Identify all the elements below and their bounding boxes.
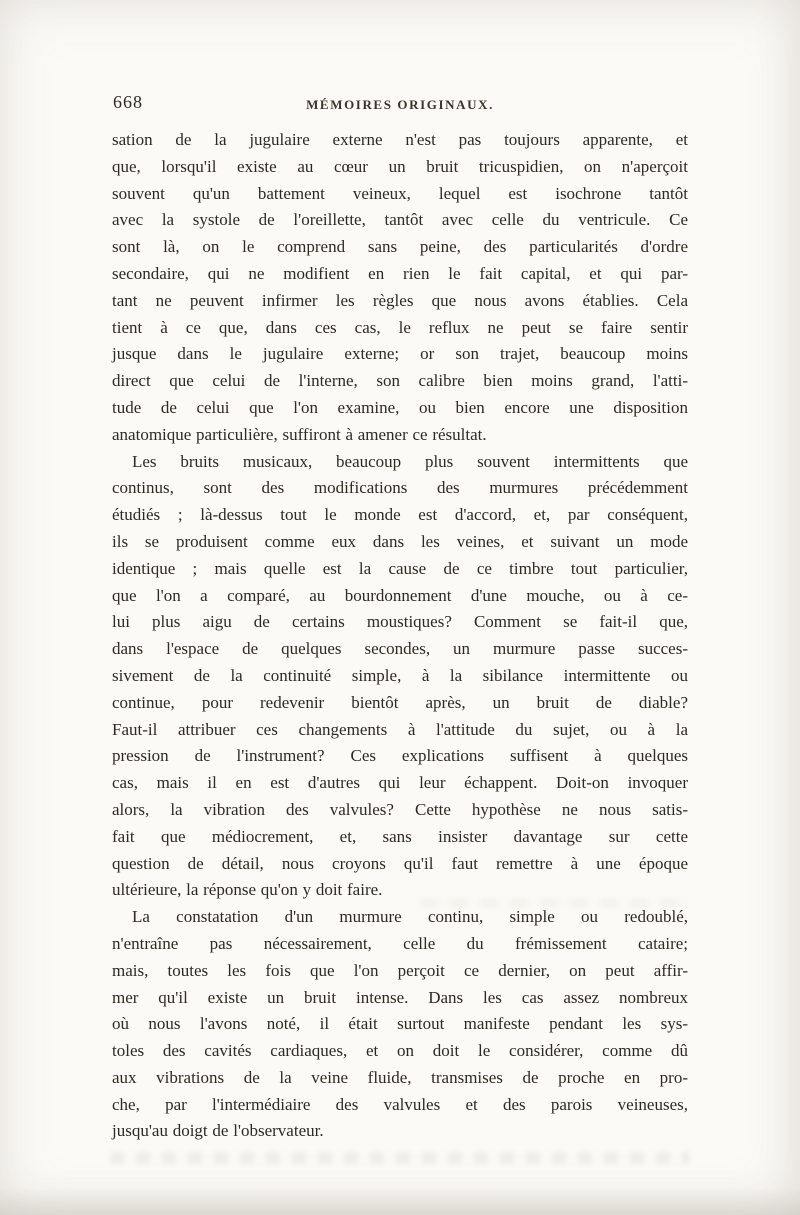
- text-line: ultérieure, la réponse qu'on y doit faire.: [112, 880, 383, 900]
- text-line: où nous l'avons noté, il était surtout manifeste pendant les sys-: [112, 1014, 688, 1034]
- text-line: sation de la jugulaire externe n'est pas toujours apparente, et: [112, 130, 688, 149]
- text-line: direct que celui de l'interne, son calibre bien moins grand, l'atti-: [112, 371, 688, 391]
- text-line: sivement de la continuité simple, à la sibilance intermittente ou: [112, 665, 688, 685]
- text-line: ils se produisent comme eux dans les veines, et suivant un mode: [112, 531, 688, 551]
- scan-bleedthrough-artifact: [110, 1152, 690, 1164]
- text-line: que, lorsqu'il existe au cœur un bruit tricuspidien, on n'aperçoit: [112, 156, 688, 176]
- text-line: étudiés ; là-dessus tout le monde est d'accord, et, par conséquent,: [112, 505, 688, 525]
- text-line: que l'on a comparé, au bourdonnement d'une mouche, ou à ce-: [112, 585, 688, 605]
- paragraph: [112, 904, 688, 1145]
- paragraph: [112, 449, 688, 905]
- text-line: aux vibrations de la veine fluide, transmises de proche en pro-: [112, 1067, 688, 1087]
- text-block: [112, 127, 688, 1145]
- text-line: mer qu'il existe un bruit intense. Dans les cas assez nombreux: [112, 987, 688, 1007]
- text-line: jusqu'au doigt de l'observateur.: [112, 1121, 324, 1141]
- text-line: tient à ce que, dans ces cas, le reflux ne peut se faire sentir: [112, 317, 688, 337]
- text-line: identique ; mais quelle est la cause de ce timbre tout particulier,: [112, 558, 688, 578]
- text-line: Les bruits musicaux, beaucoup plus souvent intermittents que: [132, 451, 688, 471]
- page-number: 668: [113, 92, 143, 112]
- text-line: question de détail, nous croyons qu'il faut remettre à une époque: [112, 853, 688, 873]
- text-line: anatomique particulière, suffiront à amener ce résultat.: [112, 424, 487, 444]
- text-line: continue, pour redevenir bientôt après, un bruit de diable?: [112, 692, 688, 712]
- scan-edge-shading: [0, 1187, 800, 1215]
- text-line: La constatation d'un murmure continu, simple ou redoublé,: [132, 907, 688, 927]
- text-line: continus, sont des modifications des murmures précédemment: [112, 478, 688, 498]
- paragraph: [112, 127, 688, 449]
- text-line: n'entraîne pas nécessairement, celle du frémissement cataire;: [112, 933, 688, 953]
- text-line: avec la systole de l'oreillette, tantôt avec celle du ventricule. Ce: [112, 210, 688, 230]
- text-line: che, par l'intermédiaire des valvules et des parois veineuses,: [112, 1094, 688, 1114]
- text-line: cas, mais il en est d'autres qui leur échappent. Doit-on invoquer: [112, 773, 688, 793]
- text-line: pression de l'instrument? Ces explications suffisent à quelques: [112, 746, 688, 766]
- text-line: fait que médiocrement, et, sans insister davantage sur cette: [112, 826, 688, 846]
- text-line: tant ne peuvent infirmer les règles que nous avons établies. Cela: [112, 290, 688, 310]
- text-line: secondaire, qui ne modifient en rien le fait capital, et qui par-: [112, 263, 688, 283]
- text-line: jusque dans le jugulaire externe; or son trajet, beaucoup moins: [112, 344, 688, 364]
- text-line: mais, toutes les fois que l'on perçoit ce dernier, on peut affir-: [112, 960, 688, 980]
- text-line: toles des cavités cardiaques, et on doit le considérer, comme dû: [112, 1041, 688, 1061]
- text-line: sont là, on le comprend sans peine, des particularités d'ordre: [112, 237, 688, 257]
- text-line: tude de celui que l'on examine, ou bien encore une disposition: [112, 397, 688, 417]
- running-head: MÉMOIRES ORIGINAUX.: [306, 97, 494, 112]
- text-line: souvent qu'un battement veineux, lequel est isochrone tantôt: [112, 183, 688, 203]
- text-line: alors, la vibration des valvules? Cette hypothèse ne nous satis-: [112, 799, 688, 819]
- text-line: lui plus aigu de certains moustiques? Comment se fait-il que,: [112, 612, 688, 632]
- text-line: dans l'espace de quelques secondes, un murmure passe succes-: [112, 639, 688, 659]
- text-line: Faut-il attribuer ces changements à l'attitude du sujet, ou à la: [112, 719, 688, 739]
